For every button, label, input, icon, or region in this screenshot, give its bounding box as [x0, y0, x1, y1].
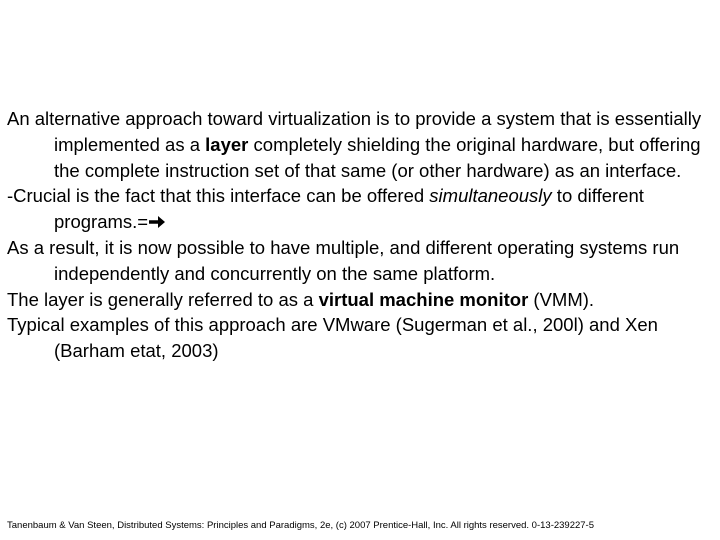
paragraph-intro: [7, 106, 713, 183]
paragraph-crucial: [7, 183, 713, 235]
right-arrow-icon: [148, 215, 166, 229]
vmm-term: virtual machine monitor: [318, 288, 529, 310]
crucial-text-1: -Crucial is the fact that this interface can be offered: [7, 185, 430, 207]
paragraph-result: [7, 235, 713, 287]
crucial-text-2: to different programs.=: [54, 185, 644, 233]
simultaneously-term: simultaneously: [429, 185, 552, 207]
intro-text-2: completely shielding the original hardware, but offering the complete instruction set of that same (or other hardware) as an interface.: [54, 133, 701, 181]
examples-text: Typical examples of this approach are VMware (Sugerman et al., 200l) and Xen (Barham etat, 2003): [7, 314, 658, 362]
footer-credit: Tanenbaum & Van Steen, Distributed Systems: Principles and Paradigms, 2e, (c) 2007 Prentice-Hall, Inc. All rights reserved. 0-13-239227-5: [7, 520, 595, 531]
paragraph-vmm: [7, 287, 713, 313]
intro-text-1: An alternative approach toward virtualization is to provide a system that is essentially implemented as a: [7, 108, 702, 155]
vmm-text-2: (VMM).: [528, 288, 595, 310]
result-text: As a result, it is now possible to have multiple, and different operating systems run independently and concurrently on the same platform.: [7, 236, 680, 284]
paragraph-examples: [7, 312, 713, 364]
vmm-text-1: The layer is generally referred to as a: [7, 288, 319, 310]
layer-term: layer: [205, 133, 249, 155]
slide-body: [7, 106, 713, 364]
